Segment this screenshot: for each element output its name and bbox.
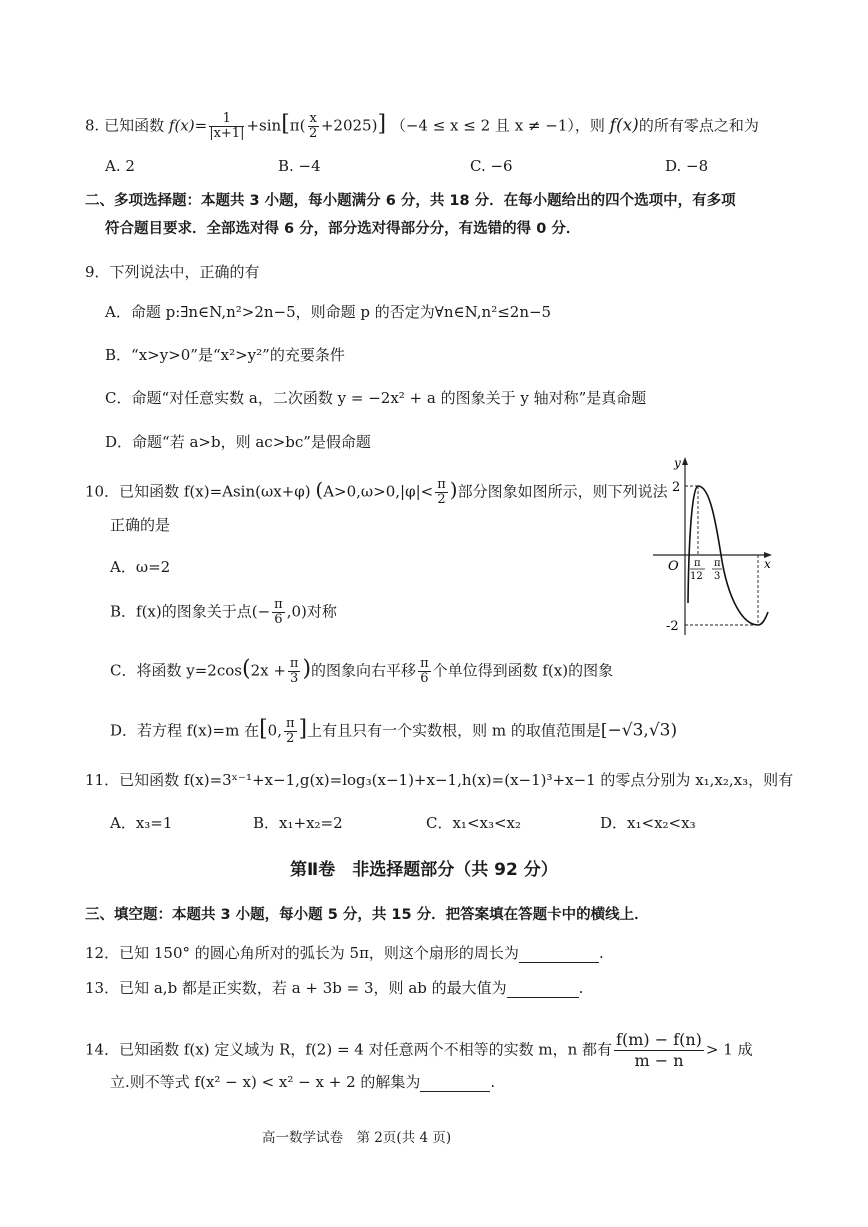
- section2-title: 二、多项选择题：本题共 3 小题，每小题满分 6 分，共 18 分．在每小题给出的四个选项中，有多项: [85, 193, 736, 209]
- q14: 14．已知函数 f(x) 定义域为 R，f(2) = 4 对任意两个不相等的实数 m，n 都有 $\frac{f(m) - f(n)}{m - n}$ > 1 成: [85, 1030, 753, 1070]
- q9-option-b: B．“x>y>0”是“x²>y²”的充要条件: [105, 346, 345, 364]
- q12-answer-blank[interactable]: [519, 946, 599, 963]
- q8-stem: 8. 已知函数 f(x)= $\frac{1}{|x+1|}$ +sin[π( $\frac{x}{2}$ +2025)] （−4 ≤ x ≤ 2 且 x ≠ −1），则 f(x)的所有零点之和为: [85, 111, 759, 141]
- section3-title: 三、填空题：本题共 3 小题，每小题 5 分，共 15 分．把答案填在答题卡中的横线上．: [85, 907, 649, 923]
- q11-option-c: C．x₁<x₃<x₂: [426, 814, 522, 832]
- q9-stem: 9．下列说法中，正确的有: [85, 263, 260, 281]
- q11-option-a: A．x₃=1: [110, 814, 173, 832]
- q11-stem: 11．已知函数 f(x)=3ˣ⁻¹+x−1,g(x)=log₃(x−1)+x−1,h(x)=(x−1)³+x−1 的零点分别为 x₁,x₂,x₃，则有: [85, 771, 794, 789]
- q10-option-b: B．f(x)的图象关于点(− $\frac{\pi}{6}$ ,0)对称: [110, 597, 337, 627]
- q14-answer-blank[interactable]: [420, 1075, 490, 1092]
- q13-answer-blank[interactable]: [507, 981, 579, 998]
- q10-stem: 10．已知函数 f(x)=Asin(ωx+φ) (A>0,ω>0,|φ|< $\frac{\pi}{2}$ )部分图象如图所示，则下列说法: [85, 477, 668, 507]
- q8-option-c: C. −6: [470, 157, 513, 175]
- q14-cont: 立.则不等式 f(x² − x) < x² − x + 2 的解集为 .: [110, 1073, 496, 1091]
- sine-graph: [648, 455, 778, 645]
- q13: 13．已知 a,b 都是正实数，若 a + 3b = 3，则 ab 的最大值为 .: [85, 979, 584, 997]
- y-label: y: [674, 456, 681, 470]
- q8-option-a: A. 2: [105, 157, 135, 175]
- section2-title-cont: 符合题目要求．全部选对得 6 分，部分选对得部分分，有选错的得 0 分．: [105, 221, 581, 237]
- page-footer: 高一数学试卷 第 2页(共 4 页): [262, 1130, 452, 1146]
- q8-option-b: B. −4: [278, 157, 321, 175]
- origin-label: O: [668, 559, 679, 574]
- q8-inner-fraction: $\frac{x}{2}$: [309, 111, 318, 141]
- q9-option-a: A．命题 p:∃n∈N,n²>2n−5，则命题 p 的否定为∀n∈N,n²≤2n−5: [105, 303, 552, 321]
- tick2-den: 3: [714, 571, 721, 582]
- q11-option-d: D．x₁<x₂<x₃: [600, 814, 696, 832]
- q10-option-a: A．ω=2: [110, 558, 171, 576]
- y-axis-arrow-icon: [682, 457, 688, 465]
- part2-title: 第Ⅱ卷 非选择题部分（共 92 分）: [290, 860, 558, 880]
- q12: 12．已知 150° 的圆心角所对的弧长为 5π，则这个扇形的周长为 .: [85, 944, 604, 962]
- tick1-num: π: [694, 558, 701, 569]
- tick2-num: π: [714, 558, 721, 569]
- q10-option-c: C．将函数 y=2cos(2x + $\frac{\pi}{3}$ )的图象向右平移 $\frac{\pi}{6}$ 个单位得到函数 f(x)的图象: [110, 656, 614, 686]
- min-label: -2: [666, 619, 679, 634]
- q8-option-d: D. −8: [665, 157, 709, 175]
- q10-stem-cont: 正确的是: [110, 516, 171, 534]
- tick1-den: 12: [690, 571, 703, 582]
- q10-option-d: D．若方程 f(x)=m 在[0, $\frac{\pi}{2}$ ]上有且只有一个实数根，则 m 的取值范围是[−√3,√3): [110, 716, 678, 746]
- x-label: x: [764, 557, 771, 571]
- q11-option-b: B．x₁+x₂=2: [253, 814, 343, 832]
- q8-fraction: $\frac{1}{|x+1|}$: [209, 111, 245, 141]
- q14-fraction: $\frac{f(m) - f(n)}{m - n}$: [616, 1030, 702, 1070]
- q9-option-d: D．命题“若 a>b，则 ac>bc”是假命题: [105, 433, 371, 451]
- q9-option-c: C．命题“对任意实数 a，二次函数 y = −2x² + a 的图象关于 y 轴对称”是真命题: [105, 389, 647, 407]
- max-label: 2: [672, 480, 681, 495]
